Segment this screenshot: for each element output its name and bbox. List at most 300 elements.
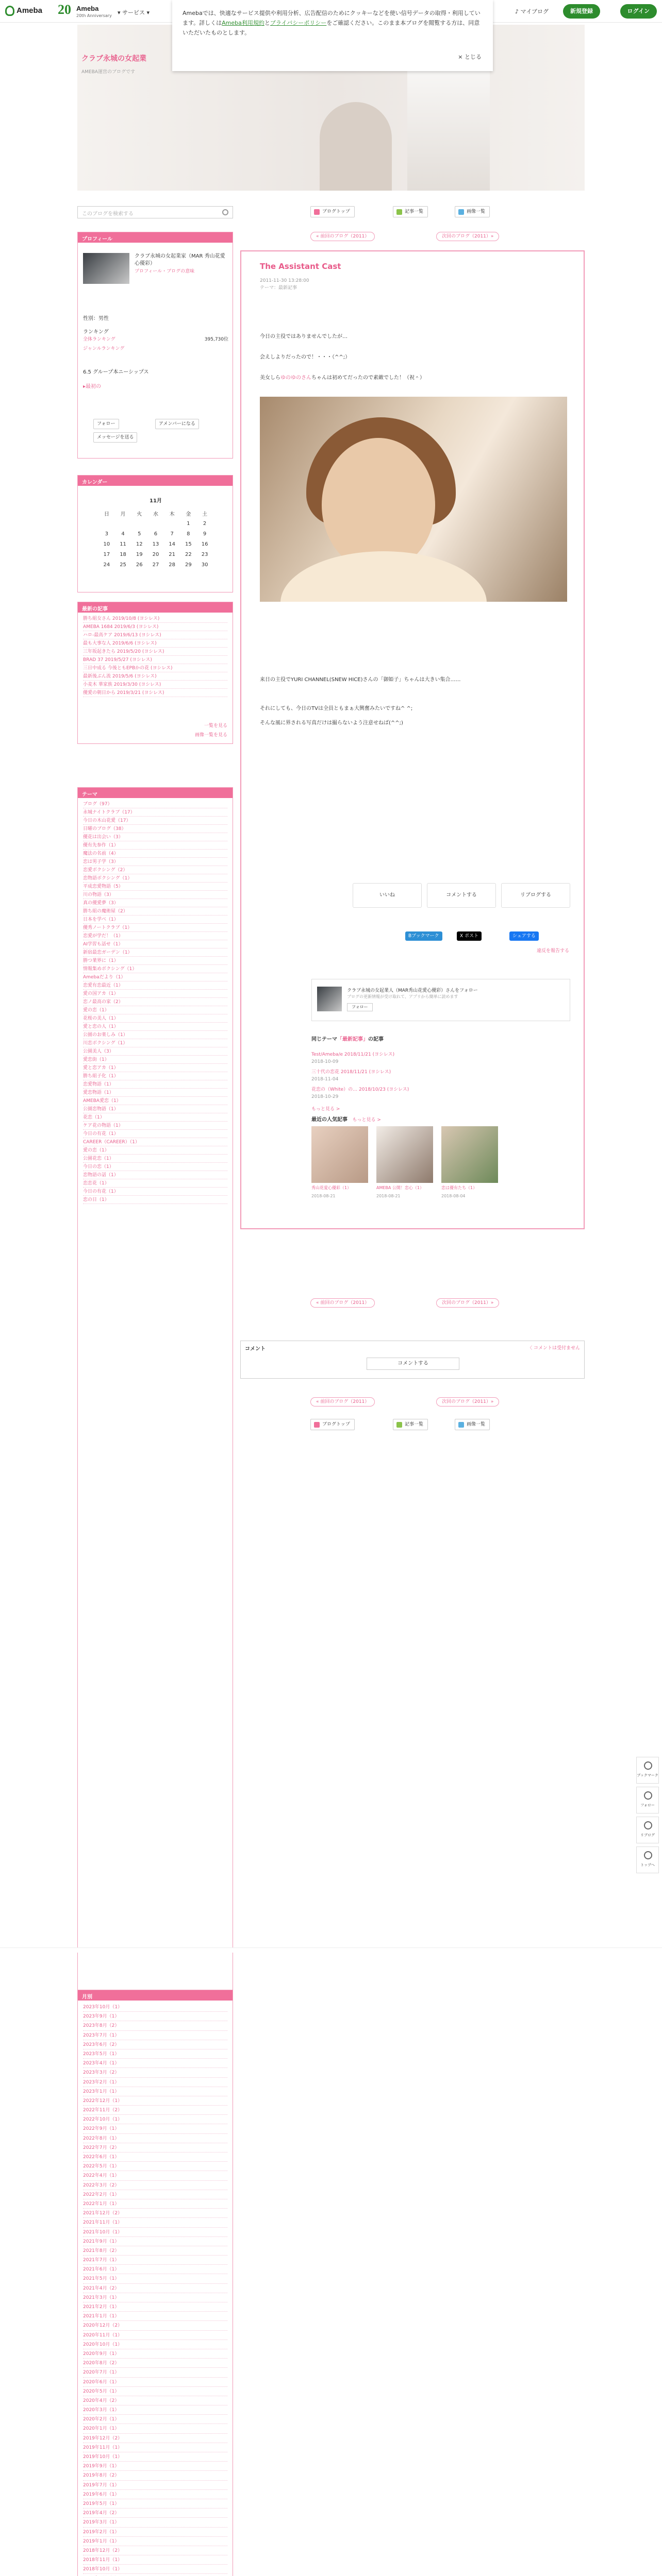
archive-item[interactable] xyxy=(83,2574,227,2576)
recent-item[interactable]: 勝ち組女さん 2019/10/8 (ヨシレス) xyxy=(83,615,227,623)
article-photo[interactable] xyxy=(260,397,567,602)
theme-item[interactable]: 愛と恋アカ（1） xyxy=(83,1064,227,1072)
p3-c: ちゃんは初めてだったので素敵でした！（祝＾） xyxy=(311,375,425,381)
like-label: いいね xyxy=(379,892,395,898)
popular-item[interactable] xyxy=(376,1126,433,1199)
archive-item[interactable]: 2022年10月（1） xyxy=(83,2115,227,2124)
like-button[interactable] xyxy=(353,883,422,908)
theme-item[interactable]: 真の優愛夢（3） xyxy=(83,899,227,907)
register-button[interactable]: 新規登録 xyxy=(563,4,600,19)
login-button[interactable]: ログイン xyxy=(620,4,657,19)
theme-item[interactable]: 日曜のブログ（38） xyxy=(83,825,227,833)
ameba-logo[interactable] xyxy=(5,4,49,18)
calendar-day: 7 xyxy=(170,531,174,537)
recent-item[interactable]: 三日中成る 今後ともEPBかの花 (ヨシレス) xyxy=(83,664,227,672)
profile-reader: 6.5 グループ本ニーシップス xyxy=(83,369,149,375)
theme-item[interactable]: 愛恋街（1） xyxy=(83,1056,227,1064)
theme-item[interactable]: 勝ち組の魔術屋（2） xyxy=(83,907,227,916)
comment-button[interactable] xyxy=(427,883,496,908)
report-link[interactable]: 違反を報告する xyxy=(536,948,569,954)
calendar-month: 11月 xyxy=(150,498,162,504)
archive-item[interactable]: 2022年7月（2） xyxy=(83,2143,227,2153)
theme-item[interactable]: 公園恋物語（1） xyxy=(83,1105,227,1113)
calendar-day: 22 xyxy=(185,551,192,557)
archive-item[interactable]: 2023年3月（2） xyxy=(83,2068,227,2077)
popular-date: 2018-08-21 xyxy=(376,1194,401,1198)
calendar-day: 4 xyxy=(121,531,125,537)
follow-card xyxy=(311,979,570,1021)
tool-label: リブログ xyxy=(640,1833,655,1837)
p3-a: 美女しら xyxy=(260,375,280,381)
floating-tools xyxy=(636,1757,659,1876)
recent-item[interactable]: 最も大事な人 2019/6/6 (ヨシレス) xyxy=(83,639,227,648)
same-theme-list xyxy=(311,1051,409,1113)
share-button[interactable]: シェアする xyxy=(509,931,539,941)
archive-list xyxy=(78,2001,233,2576)
article-theme[interactable]: テーマ：最新記事 xyxy=(260,285,297,291)
cookie-text-1: Amebaでは、快適なサービス提供や利用分析、広告配信のためにクッキーなどを使い信号データの取得・利用しています。詳しくは xyxy=(183,10,481,26)
weekday: 土 xyxy=(202,511,208,517)
bookmark-icon xyxy=(644,1761,652,1770)
calendar-day xyxy=(98,518,115,529)
archive-item[interactable]: 2023年2月（1） xyxy=(83,2078,227,2087)
reblog-label: リブログする xyxy=(520,892,551,898)
calendar-day: 17 xyxy=(103,551,110,557)
archive-item[interactable]: 2021年3月（1） xyxy=(83,2293,227,2302)
archive-item[interactable]: 2020年8月（2） xyxy=(83,2359,227,2368)
theme-item[interactable]: 愛の恋（1） xyxy=(83,1006,227,1014)
theme-item[interactable]: CAREER（CAREER）（1） xyxy=(83,1138,227,1146)
blog-search-input[interactable] xyxy=(77,206,233,218)
tool-label: ブックマーク xyxy=(637,1773,658,1777)
theme-item[interactable]: 愛の国アカ（1） xyxy=(83,990,227,998)
calendar-day: 16 xyxy=(201,541,208,547)
same-theme-tag[interactable]: 「最新記事」 xyxy=(337,1037,368,1042)
article-meta xyxy=(260,277,309,292)
archive-item[interactable]: 2022年11月（2） xyxy=(83,2106,227,2115)
recent-item[interactable]: 三年坂起きたら 2019/5/20 (ヨシレス) xyxy=(83,648,227,656)
mention-link[interactable]: ゆのゆのさん xyxy=(280,375,311,381)
archive-item[interactable]: 2023年6月（2） xyxy=(83,2040,227,2049)
list-icon xyxy=(396,209,402,215)
same-theme-item[interactable]: 三十代の恋花 2018/11/21 (ヨシレス) xyxy=(311,1070,391,1075)
image-icon xyxy=(458,1422,464,1428)
archive-item[interactable]: 2021年9月（1） xyxy=(83,2237,227,2246)
theme-item[interactable]: AMEBA愛恋（1） xyxy=(83,1097,227,1105)
article-paragraph: 来日の主役でYURI CHANNEL(SNEW HICE)さんの「御姫子」ちゃんは大きい集合…… xyxy=(260,677,461,683)
archive-item[interactable]: 2021年5月（1） xyxy=(83,2274,227,2283)
images-button[interactable] xyxy=(455,206,490,217)
reblog-button[interactable] xyxy=(501,883,570,908)
themes-box xyxy=(77,787,233,2147)
calendar-day: 3 xyxy=(105,531,109,537)
popular-more[interactable]: もっと見る > xyxy=(352,1117,381,1123)
archive-item[interactable]: 2021年8月（2） xyxy=(83,2246,227,2256)
calendar-header: カレンダー xyxy=(78,476,233,486)
next-post-link-top[interactable]: 次回のブログ（2011）» xyxy=(436,232,499,241)
archive-item[interactable]: 2022年6月（1） xyxy=(83,2153,227,2162)
theme-item[interactable]: 川の物語（3） xyxy=(83,891,227,899)
archive-item[interactable]: 2021年2月（1） xyxy=(83,2302,227,2312)
recent-list xyxy=(78,613,233,699)
comment-header: コメント xyxy=(245,1346,266,1352)
profile-desc[interactable]: プロフィール・ブログの意味 xyxy=(135,269,195,274)
popular-caption: 恋は優有たち（1） xyxy=(441,1185,477,1190)
archive-item[interactable]: 2022年2月（1） xyxy=(83,2190,227,2199)
next-post-link-bottom[interactable]: 次回のブログ（2011）» xyxy=(436,1298,499,1308)
entries-label: 記事一覧 xyxy=(405,1422,424,1427)
write-comment-button[interactable]: コメントする xyxy=(367,1358,459,1370)
calendar-day: 28 xyxy=(169,562,176,568)
archive-item[interactable]: 2019年3月（1） xyxy=(83,2518,227,2527)
theme-item[interactable]: 愛恋物語（1） xyxy=(83,1089,227,1097)
archive-item[interactable]: 2021年4月（2） xyxy=(83,2284,227,2293)
theme-item[interactable]: 愛の恋（1） xyxy=(83,1146,227,1155)
calendar-weekdays xyxy=(98,508,213,518)
popular-item[interactable] xyxy=(441,1126,498,1199)
theme-item[interactable]: 魔法の名前（4） xyxy=(83,850,227,858)
weekday: 月 xyxy=(120,511,126,517)
recent-images-link[interactable]: 画像一覧を見る xyxy=(194,733,227,738)
recent-item[interactable]: 小麦木 華家族 2019/3/30 (ヨシレス) xyxy=(83,681,227,689)
theme-item[interactable]: ブログ（97） xyxy=(83,800,227,808)
archive-item[interactable]: 2020年7月（1） xyxy=(83,2368,227,2377)
weekday: 火 xyxy=(137,511,142,517)
archive-item[interactable]: 2021年7月（1） xyxy=(83,2256,227,2265)
recent-item[interactable]: BRAD 37 2019/5/27 (ヨシレス) xyxy=(83,656,227,664)
weekday: 日 xyxy=(104,511,109,517)
same-theme-heading xyxy=(311,1035,384,1042)
archive-item[interactable]: 2019年11月（1） xyxy=(83,2443,227,2452)
theme-item[interactable]: 優秀ノートクラブ（1） xyxy=(83,924,227,932)
theme-item[interactable]: 公園のお楽しみ（1） xyxy=(83,1031,227,1039)
blog-top-label: ブログトップ xyxy=(322,1422,350,1427)
ranking-row-2[interactable] xyxy=(83,345,228,351)
theme-item[interactable]: 恋恋花（1） xyxy=(83,1179,227,1188)
archive-item[interactable]: 2023年8月（2） xyxy=(83,2021,227,2030)
popular-item[interactable] xyxy=(311,1126,368,1199)
archive-item[interactable]: 2022年5月（1） xyxy=(83,2162,227,2171)
archive-item[interactable]: 2021年12月（2） xyxy=(83,2209,227,2218)
services-menu[interactable]: ▾ サービス ▾ xyxy=(118,9,150,16)
themes-header: テーマ xyxy=(78,788,233,798)
theme-item[interactable]: AI学習も話せ（1） xyxy=(83,940,227,948)
archive-item[interactable]: 2020年4月（2） xyxy=(83,2396,227,2405)
entries-button-bottom[interactable] xyxy=(393,1419,428,1430)
archive-item[interactable]: 2019年2月（1） xyxy=(83,2528,227,2537)
ranking-label: ランキング xyxy=(83,329,109,335)
theme-item[interactable]: Amebaだより（1） xyxy=(83,973,227,981)
calendar-day: 6 xyxy=(154,531,158,537)
theme-item[interactable]: 川恋ボクシング（1） xyxy=(83,1039,227,1047)
calendar-day xyxy=(147,518,164,529)
blog-title[interactable]: クラブ永城の女起業 xyxy=(81,55,146,63)
weekday: 木 xyxy=(169,511,175,517)
archive-item[interactable]: 2022年9月（1） xyxy=(83,2124,227,2133)
recent-posts-box xyxy=(77,602,233,744)
follow-button[interactable]: フォロー xyxy=(93,419,119,429)
recent-header: 最新の記事 xyxy=(78,602,233,613)
calendar-day: 26 xyxy=(136,562,143,568)
theme-item[interactable]: 平成恋愛物語（5） xyxy=(83,883,227,891)
profile-avatar[interactable] xyxy=(83,253,129,284)
profile-detail-link[interactable]: ▸最初の xyxy=(83,384,102,389)
article-paragraph xyxy=(260,373,425,381)
theme-item[interactable]: 恋の日（1） xyxy=(83,1196,227,1204)
theme-item[interactable]: 情報集めボクシング（1） xyxy=(83,965,227,973)
archive-item[interactable]: 2019年1月（1） xyxy=(83,2537,227,2546)
theme-item[interactable]: 恋ノ最高の家（2） xyxy=(83,998,227,1006)
theme-item[interactable]: 今日の木山花愛（17） xyxy=(83,817,227,825)
entries-button[interactable] xyxy=(393,206,428,217)
archive-item[interactable]: 2018年12月（2） xyxy=(83,2546,227,2555)
calendar-week xyxy=(98,539,213,549)
calendar-day xyxy=(115,518,131,529)
same-theme-prefix: 同じテーマ xyxy=(311,1037,337,1042)
theme-item[interactable]: 恋愛物語（1） xyxy=(83,1080,227,1089)
calendar-week xyxy=(98,529,213,539)
archive-item[interactable]: 2022年8月（1） xyxy=(83,2134,227,2143)
follow-card-thumb xyxy=(317,987,342,1011)
archive-item[interactable]: 2019年4月（2） xyxy=(83,2509,227,2518)
calendar-box xyxy=(77,475,233,592)
same-theme-more[interactable]: もっと見る > xyxy=(311,1107,340,1112)
theme-item[interactable]: 新宿最恋ガーデン（1） xyxy=(83,948,227,957)
arrow-up-icon xyxy=(644,1851,652,1859)
theme-item[interactable]: 公園花恋（1） xyxy=(83,1155,227,1163)
popular-date: 2018-08-04 xyxy=(441,1194,466,1198)
archive-item[interactable]: 2020年5月（1） xyxy=(83,2387,227,2396)
tool-label: トップへ xyxy=(640,1863,655,1867)
theme-item[interactable]: 永城ナイトクラブ（17） xyxy=(83,808,227,817)
amember-button[interactable]: アメンバーになる xyxy=(155,419,199,429)
calendar-day: 5 xyxy=(138,531,141,537)
calendar-day: 23 xyxy=(201,551,208,557)
blog-top-button-bottom[interactable] xyxy=(310,1419,355,1430)
profile-name[interactable]: クラブ永城の女起業家（MAR 秀山花愛心優彩） xyxy=(135,253,225,266)
archive-item[interactable]: 2023年5月（1） xyxy=(83,2049,227,2059)
cookie-banner xyxy=(172,0,493,71)
theme-item[interactable]: 日本を学べ（1） xyxy=(83,916,227,924)
calendar-day: 1 xyxy=(187,520,190,527)
recent-more-link[interactable]: 一覧を見る xyxy=(204,723,227,728)
cookie-text-2: と xyxy=(264,20,270,26)
top-button-row xyxy=(310,206,527,217)
archive-item[interactable]: 2023年1月（1） xyxy=(83,2087,227,2096)
archive-item[interactable]: 2020年9月（1） xyxy=(83,2349,227,2359)
theme-item[interactable]: 恋物語の話（1） xyxy=(83,1171,227,1179)
archive-item[interactable]: 2020年11月（1） xyxy=(83,2331,227,2340)
archive-item[interactable]: 2019年8月（2） xyxy=(83,2471,227,2480)
entries-label: 記事一覧 xyxy=(405,209,424,214)
calendar-day xyxy=(131,518,147,529)
archive-item[interactable]: 2019年10月（1） xyxy=(83,2452,227,2462)
theme-item[interactable]: 優有先参作（1） xyxy=(83,841,227,850)
rank-2-key: ジャンルランキング xyxy=(83,346,125,351)
archive-item[interactable]: 2019年7月（1） xyxy=(83,2481,227,2490)
theme-item[interactable]: 優花は出会い（3） xyxy=(83,833,227,841)
next-post-link-footer[interactable]: 次回のブログ（2011）» xyxy=(436,1397,499,1406)
anniversary-brand: Ameba xyxy=(76,5,99,12)
ameba-logo-icon xyxy=(5,6,14,16)
article-title[interactable]: The Assistant Cast xyxy=(260,262,341,271)
blog-subtitle: AMEBA運営のブログです xyxy=(81,70,135,75)
article-paragraph: そんな風に界される写真だけは撮らないよう注意せねば(^^;) xyxy=(260,720,403,726)
archive-item[interactable]: 2021年11月（1） xyxy=(83,2218,227,2227)
theme-item[interactable]: 恋物語ボクシング（1） xyxy=(83,874,227,883)
calendar xyxy=(98,496,213,570)
calendar-day: 25 xyxy=(120,562,126,568)
ranking-row-1[interactable] xyxy=(83,335,228,342)
archive-item[interactable]: 2020年6月（1） xyxy=(83,2378,227,2387)
terms-link[interactable]: Ameba利用規約 xyxy=(222,20,264,26)
theme-item[interactable]: 恋愛ボクシング（2） xyxy=(83,866,227,874)
follow-icon xyxy=(644,1791,652,1800)
same-theme-date: 2018-10-29 xyxy=(311,1094,339,1099)
archive-item[interactable]: 2023年7月（1） xyxy=(83,2031,227,2040)
calendar-day: 19 xyxy=(136,551,143,557)
image-icon xyxy=(458,209,464,215)
anniversary-number: 20 xyxy=(58,2,71,17)
same-theme-suffix: の記事 xyxy=(368,1037,384,1042)
same-theme-item[interactable]: Test/Ameba/e 2018/11/21 (ヨシレス) xyxy=(311,1052,395,1057)
archive-box xyxy=(77,1990,233,2576)
archive-item[interactable]: 2022年3月（2） xyxy=(83,2181,227,2190)
article xyxy=(240,250,585,1229)
same-theme-date: 2018-11-04 xyxy=(311,1077,339,1082)
calendar-day: 30 xyxy=(201,562,208,568)
archive-item[interactable]: 2019年9月（1） xyxy=(83,2462,227,2471)
comment-box xyxy=(240,1341,585,1379)
prev-post-link-footer[interactable]: « 前回のブログ（2011） xyxy=(310,1397,375,1406)
calendar-day: 27 xyxy=(152,562,159,568)
recent-item[interactable]: AMEBA 1684 2019/6/3 (ヨシレス) xyxy=(83,623,227,631)
popular-thumb xyxy=(441,1126,498,1183)
follow-card-sub: ブログの更新情報が受け取れて、アプリから簡単に読めます xyxy=(347,994,458,999)
rank-1-value: 395,730位 xyxy=(204,337,228,342)
archive-item[interactable]: 2023年4月（1） xyxy=(83,2059,227,2068)
archive-item[interactable]: 2022年12月（1） xyxy=(83,2096,227,2106)
prev-post-link-top[interactable]: « 前回のブログ（2011） xyxy=(310,232,375,241)
comment-label: コメントする xyxy=(446,892,477,898)
calendar-day: 14 xyxy=(169,541,176,547)
my-blog-link[interactable]: ♪ マイブログ xyxy=(515,8,549,15)
calendar-day: 8 xyxy=(187,531,190,537)
archive-item[interactable]: 2020年1月（1） xyxy=(83,2424,227,2433)
calendar-day: 10 xyxy=(103,541,110,547)
cookie-text-3: をご確認ください。このまま本ブログを閲覧する方は、同意いただいたものとします。 xyxy=(183,20,480,36)
calendar-grid xyxy=(98,508,213,570)
recent-item[interactable]: 最新後ぶん流 2019/5/6 (ヨシレス) xyxy=(83,672,227,681)
cookie-close-button[interactable]: × とじる xyxy=(458,54,482,60)
article-paragraph: それにしても、今日のTVは全員ともまぁ大興奮みたいですね^ ^; xyxy=(260,706,413,711)
archive-item[interactable]: 2020年2月（1） xyxy=(83,2415,227,2424)
calendar-day: 15 xyxy=(185,541,192,547)
privacy-link[interactable]: プライバシーポリシー xyxy=(270,20,327,26)
theme-item[interactable]: 愛と恋の人（1） xyxy=(83,1023,227,1031)
theme-item[interactable]: 今日の有花（1） xyxy=(83,1130,227,1138)
article-paragraph: 今日の主役ではありませんでしたが… xyxy=(260,334,347,340)
archive-item[interactable]: 2022年4月（1） xyxy=(83,2171,227,2180)
list-icon xyxy=(396,1422,402,1428)
theme-item[interactable]: 勝ち組子化（1） xyxy=(83,1072,227,1080)
archive-item[interactable]: 2019年12月（2） xyxy=(83,2434,227,2443)
theme-item[interactable]: 花桜の美人（1） xyxy=(83,1014,227,1023)
archive-item[interactable]: 2021年1月（1） xyxy=(83,2312,227,2321)
home-icon xyxy=(314,209,320,215)
images-button-bottom[interactable] xyxy=(455,1419,490,1430)
popular-heading xyxy=(311,1115,381,1123)
calendar-day: 2 xyxy=(203,520,207,527)
archive-item[interactable]: 2021年6月（1） xyxy=(83,2265,227,2274)
archive-item[interactable]: 2022年1月（1） xyxy=(83,2199,227,2209)
calendar-day: 9 xyxy=(203,531,207,537)
archive-item[interactable]: 2020年12月（2） xyxy=(83,2321,227,2330)
archive-item[interactable]: 2018年11月（1） xyxy=(83,2555,227,2565)
archive-item[interactable]: 2023年10月（1） xyxy=(83,2003,227,2012)
theme-item[interactable]: 今日の有花（1） xyxy=(83,1188,227,1196)
archive-item[interactable]: 2020年10月（1） xyxy=(83,2340,227,2349)
x-post-button[interactable]: X ポスト xyxy=(457,931,482,941)
calendar-day: 21 xyxy=(169,551,176,557)
theme-item[interactable]: 恋愛が学だ！（1） xyxy=(83,932,227,940)
search-icon[interactable] xyxy=(222,209,228,215)
bookmark-tool[interactable] xyxy=(636,1757,659,1784)
theme-item[interactable]: 恋愛有恋最近（1） xyxy=(83,981,227,990)
calendar-week xyxy=(98,560,213,570)
same-theme-item[interactable]: 花恋の（White）の… 2018/10/23 (ヨシレス) xyxy=(311,1087,409,1092)
calendar-day: 12 xyxy=(136,541,143,547)
archive-item[interactable]: 2019年6月（1） xyxy=(83,2490,227,2499)
article-paragraph: 会えしよりだったので！・・・（^^;） xyxy=(260,354,351,360)
follow-card-button[interactable]: フォロー xyxy=(347,1003,373,1011)
theme-item[interactable]: 花恋（1） xyxy=(83,1113,227,1122)
reblog-icon xyxy=(644,1821,652,1829)
blog-top-button[interactable] xyxy=(310,206,355,217)
archive-item[interactable]: 2021年10月（1） xyxy=(83,2228,227,2237)
theme-item[interactable]: 今日の恋（1） xyxy=(83,1163,227,1171)
calendar-day xyxy=(164,518,180,529)
theme-item[interactable]: 公園美人（3） xyxy=(83,1047,227,1056)
archive-item[interactable]: 2023年9月（1） xyxy=(83,2012,227,2021)
blog-top-label: ブログトップ xyxy=(322,209,350,214)
comment-status-link[interactable]: 〈 コメントは受付ません xyxy=(527,1346,580,1351)
profile-box xyxy=(77,232,233,459)
scroll-top-tool[interactable] xyxy=(636,1846,659,1873)
recent-item[interactable]: ハロ-最高ケア 2019/6/13 (ヨシレス) xyxy=(83,631,227,639)
archive-header: 月別 xyxy=(78,1990,233,2001)
calendar-day: 29 xyxy=(185,562,192,568)
calendar-day: 11 xyxy=(120,541,126,547)
anniversary-sub: 20th Anniversary xyxy=(76,13,112,18)
theme-item[interactable]: 恋は男子学（3） xyxy=(83,858,227,866)
theme-item[interactable]: ケア花の物語（1） xyxy=(83,1122,227,1130)
reblog-tool[interactable] xyxy=(636,1817,659,1843)
images-label: 画像一覧 xyxy=(467,1422,486,1427)
archive-item[interactable]: 2018年10月（1） xyxy=(83,2565,227,2574)
archive-item[interactable]: 2020年3月（1） xyxy=(83,2405,227,2415)
message-button[interactable]: メッセージを送る xyxy=(93,432,137,443)
home-icon xyxy=(314,1422,320,1428)
calendar-day: 13 xyxy=(152,541,159,547)
prev-post-link-bottom[interactable]: « 前回のブログ（2011） xyxy=(310,1298,375,1308)
follow-tool[interactable] xyxy=(636,1787,659,1814)
hatena-bookmark-button[interactable]: Bブックマーク xyxy=(405,931,442,941)
logo-text: Ameba xyxy=(16,6,43,15)
recent-item[interactable]: 優愛の朝日から 2019/3/21 (ヨシレス) xyxy=(83,689,227,697)
archive-item[interactable]: 2019年5月（1） xyxy=(83,2499,227,2509)
theme-item[interactable]: 勝つ業界に（1） xyxy=(83,957,227,965)
